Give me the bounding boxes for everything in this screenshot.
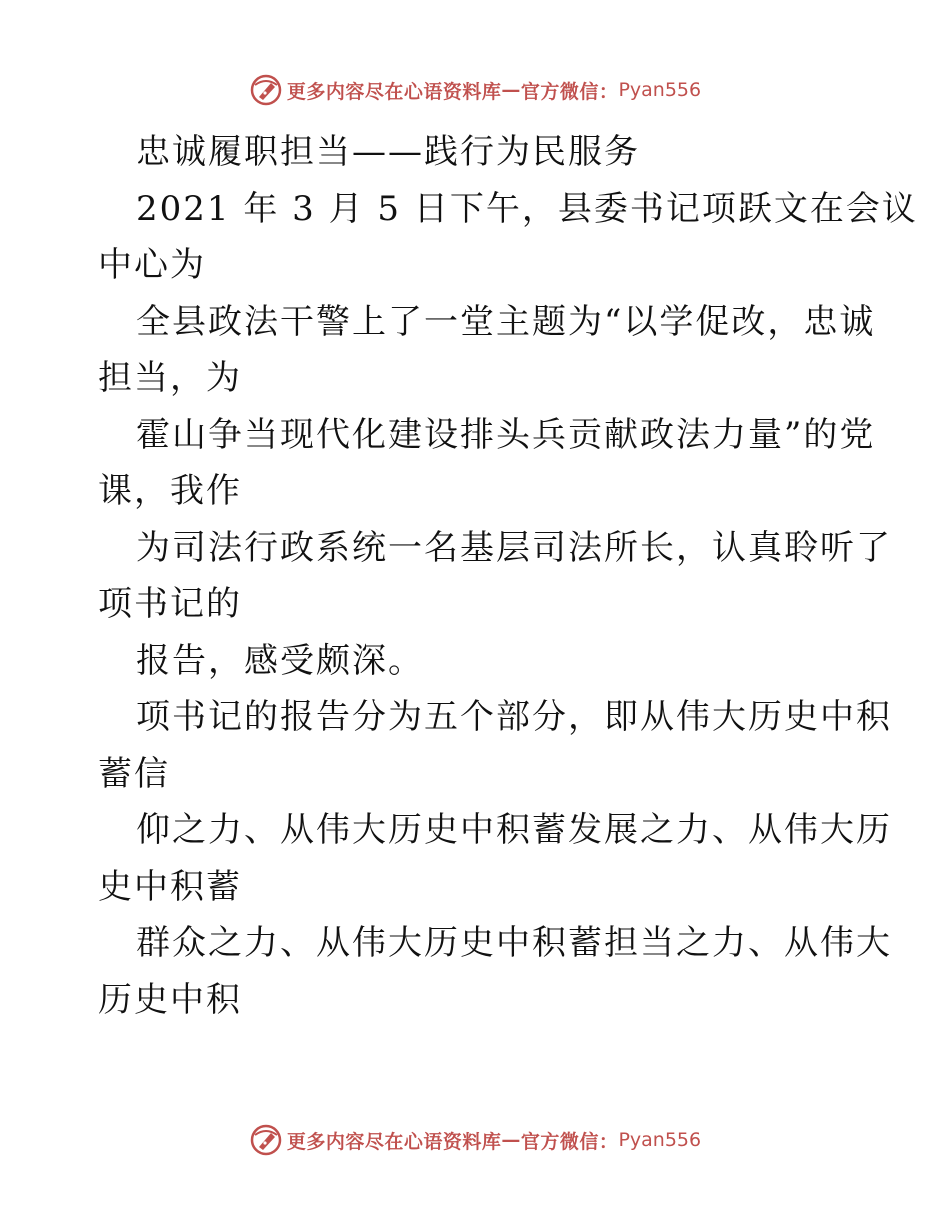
header-banner [0, 70, 950, 110]
document-line: 蓄信 [98, 753, 170, 794]
document-line: 全县政法干警上了一堂主题为“以学促改，忠诚 [136, 301, 876, 342]
document-line: 历史中积 [98, 979, 242, 1020]
document-line: 2021 年 3 月 5 日下午，县委书记项跃文在会议 [136, 188, 918, 229]
pen-nib-circle-icon [249, 73, 283, 107]
banner-wechat-id: Pyan556 [618, 1129, 702, 1151]
document-line: 霍山争当现代化建设排头兵贡献政法力量”的党 [136, 414, 876, 455]
document-line: 史中积蓄 [98, 866, 242, 907]
banner-wechat-label: 官方微信： [520, 1130, 619, 1153]
document-line: 中心为 [98, 245, 206, 285]
document-body [98, 124, 918, 1028]
banner-wechat-label: 官方微信： [520, 80, 619, 103]
document-line: 报告，感受颇深。 [136, 640, 424, 681]
document-line: 群众之力、从伟大历史中积蓄担当之力、从伟大 [136, 923, 892, 963]
document-line: 项书记的 [98, 584, 242, 624]
document-line: 仰之力、从伟大历史中积蓄发展之力、从伟大历 [136, 810, 892, 850]
document-line: 忠诚履职担当——践行为民服务 [136, 132, 640, 172]
footer-banner [0, 1120, 950, 1160]
pen-nib-circle-icon [249, 1123, 283, 1157]
banner-dash: — [501, 1129, 521, 1151]
document-line: 课，我作 [98, 471, 242, 511]
document-line: 担当，为 [98, 358, 242, 398]
banner-wechat-id: Pyan556 [618, 79, 702, 101]
document-line: 项书记的报告分为五个部分，即从伟大历史中积 [136, 697, 892, 737]
banner-dash: — [501, 79, 521, 101]
banner-site-name: 更多内容尽在心语资料库 [286, 80, 502, 103]
document-line: 为司法行政系统一名基层司法所长，认真聆听了 [136, 527, 892, 568]
banner-site-name: 更多内容尽在心语资料库 [286, 1130, 502, 1153]
